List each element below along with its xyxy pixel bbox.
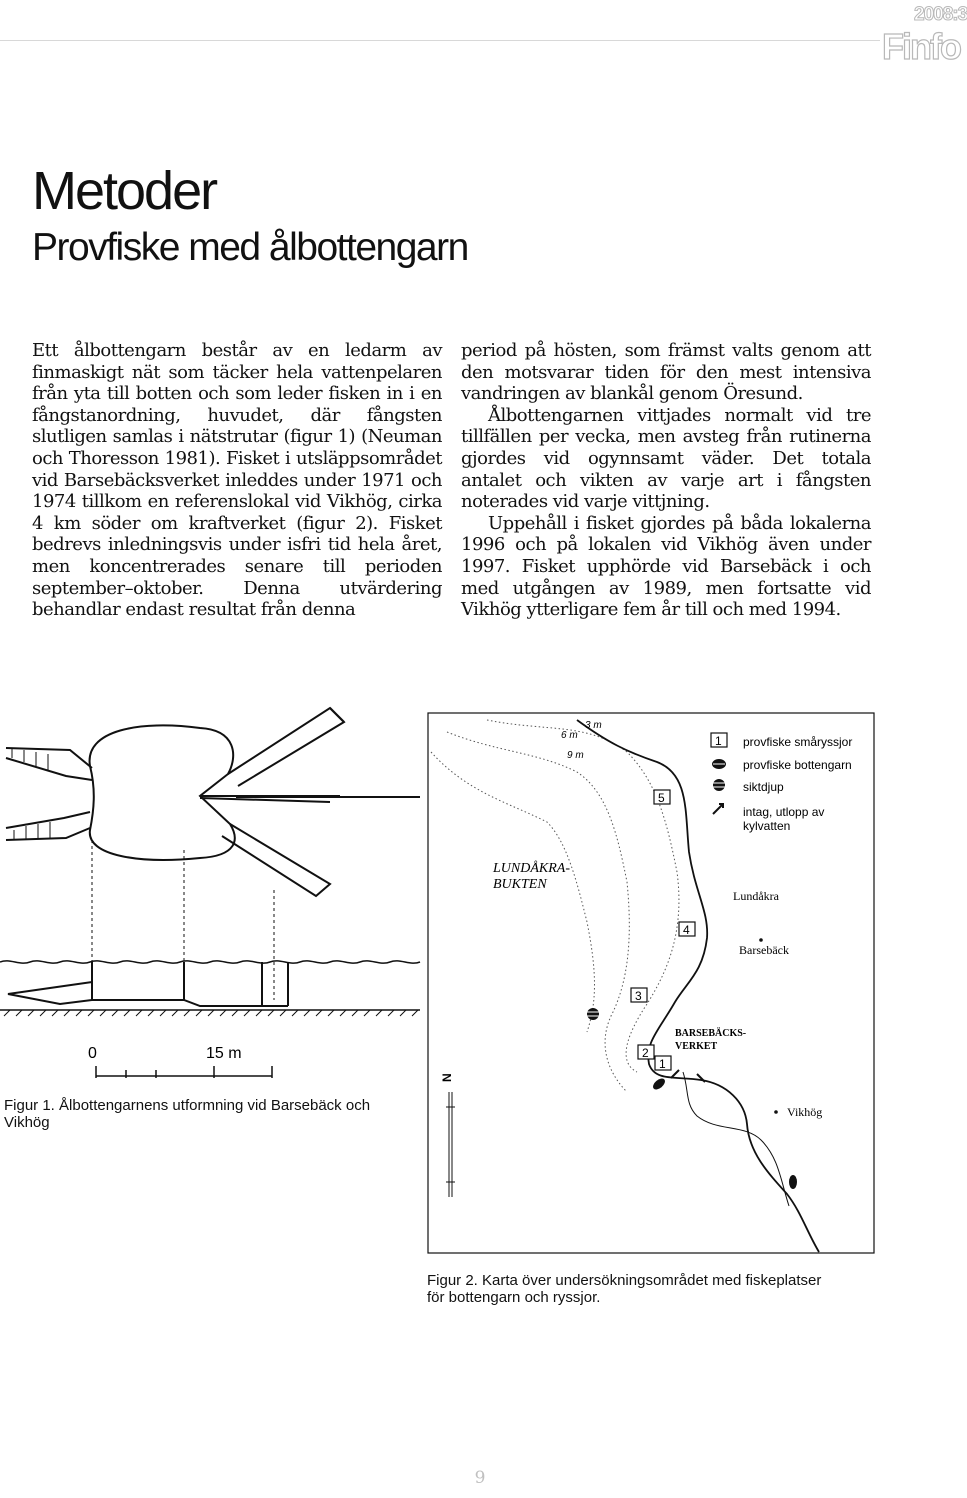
- text-column-right: [461, 340, 871, 621]
- depth-label: 3 m: [585, 720, 602, 731]
- page-subtitle: Provfiske med ålbottengarn: [32, 226, 468, 269]
- north-arrow-icon: [446, 1092, 455, 1197]
- bottom-trap-point: [651, 1076, 667, 1091]
- figure-2-map: [427, 712, 875, 1254]
- page-title: Metoder: [32, 161, 217, 221]
- legend-label-1: provfiske småryssjor: [743, 735, 853, 749]
- figure-2-caption: Figur 2. Karta över undersökningsområdet med fiskeplatser för bottengarn och ryssjor.: [427, 1272, 822, 1306]
- bottom-trap-point: [789, 1175, 797, 1189]
- place-barseback: Barsebäck: [739, 943, 789, 957]
- secchi-point: [587, 1008, 599, 1020]
- site-label: 1: [659, 1057, 666, 1071]
- finfo-logo: [880, 4, 967, 67]
- place-lundakra: Lundåkra: [733, 889, 779, 903]
- page-number: 9: [474, 1468, 486, 1488]
- legend-label-4: intag, utlopp av: [743, 805, 825, 819]
- figure-1-caption: Figur 1. Ålbottengarnens utformning vid Barsebäck och Vikhög: [4, 1097, 371, 1131]
- paragraph: Uppehåll i fisket gjordes på båda lokalerna 1996 och på lokalen vid Vikhög även under 1997. Fisket upphörde vid Barsebäck i och med utgången av 1989, men fortsatte vid Vikhög ytterligare fem år till och med 1994.: [461, 512, 871, 621]
- logo-issue: 2008:3: [914, 4, 967, 25]
- depth-label: 9 m: [567, 750, 584, 761]
- site-label: 5: [658, 791, 665, 805]
- place-bay-line-2: BUKTEN: [493, 877, 547, 892]
- secchi-disc-icon: [713, 779, 725, 791]
- depth-label: 6 m: [561, 730, 578, 741]
- paragraph: period på hösten, som främst valts genom att den motsvarar tiden för den mest intensiva vandringen av blankål genom Öresund.: [461, 340, 871, 405]
- site-label: 2: [642, 1046, 649, 1060]
- paragraph: Ett ålbottengarn består av en ledarm av finmaskigt nät som täcker hela vattenpelaren från yta till botten och som leder fisken in i en fångstanordning, huvudet, där fångsten slutligen samlas i nätstrutar (figur 1) (Neuman och Thoresson 1981). Fisket i utsläppsområdet vid Barsebäcksverket inleddes under 1971 och 1974 tillkom en referenslokal vid Vikhög, cirka 4 km söder om kraftverket (figur 2). Fisket bedrevs inledningsvis under isfri tid hela året, men koncentrerades senare till perioden september–oktober. Denna utvärdering behandlar endast resultat från denna: [32, 340, 442, 621]
- legend-label-2: provfiske bottengarn: [743, 758, 852, 772]
- place-vikhog: Vikhög: [787, 1105, 823, 1119]
- text-column-left: [32, 340, 442, 621]
- place-plant-line-2: VERKET: [675, 1041, 718, 1052]
- site-label: 3: [635, 989, 642, 1003]
- paragraph: Ålbottengarnen vittjades normalt vid tre tillfällen per vecka, men avsteg från rutinerna gjordes vid ogynnsamt väder. Det totala antalet och vikten av varje art i fångsten noterades vid varje vittjning.: [461, 404, 871, 513]
- legend-label-5: kylvatten: [743, 819, 791, 833]
- place-plant-line-1: BARSEBÄCKS-: [675, 1028, 747, 1039]
- site-label: 4: [683, 923, 690, 937]
- header-rule: [0, 40, 880, 41]
- scale-end-label: 15 m: [206, 1045, 242, 1062]
- figure-1-trap-drawing: [0, 700, 420, 1100]
- legend-label-3: siktdjup: [743, 780, 784, 794]
- legend-key-1: 1: [715, 734, 722, 748]
- north-label: N: [440, 1073, 454, 1082]
- cooling-water-arrow-icon: [713, 804, 723, 814]
- scale-start-label: 0: [88, 1045, 97, 1062]
- logo-brand: Finfo: [882, 26, 960, 67]
- place-bay-line-1: LUNDÅKRA-: [493, 861, 570, 876]
